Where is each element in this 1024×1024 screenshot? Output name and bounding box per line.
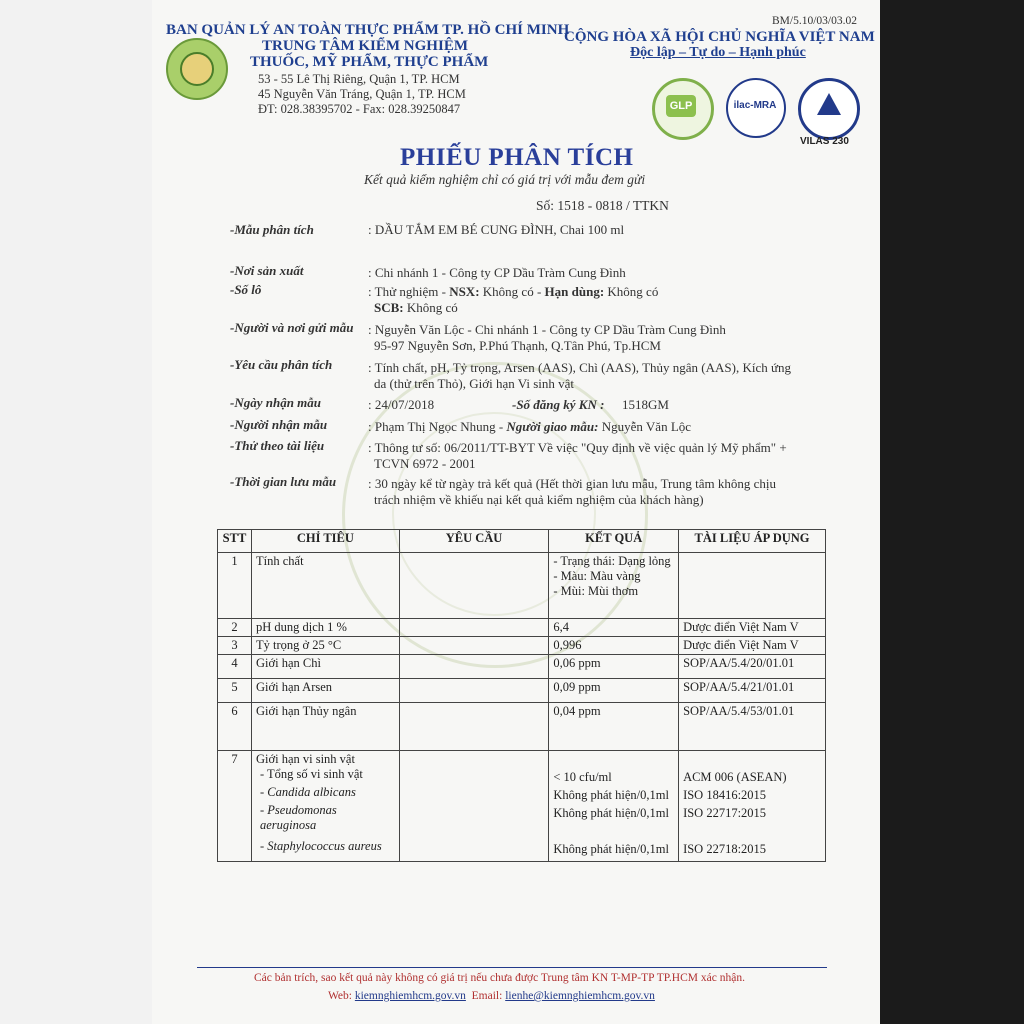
- sender-label: -Người và nơi gửi mẫu: [230, 320, 354, 335]
- header-criteria: CHỈ TIÊU: [251, 530, 399, 553]
- row-reference: SOP/AA/5.4/20/01.01: [679, 655, 826, 679]
- footer-divider: [197, 967, 827, 968]
- header-requirement: YÊU CẦU: [399, 530, 549, 553]
- sample-value: : DẦU TẮM EM BÉ CUNG ĐÌNH, Chai 100 ml: [368, 222, 625, 237]
- storage-value-line-1: : 30 ngày kể từ ngày trả kết quả (Hết thời gian lưu mẫu, Trung tâm không chịu: [368, 476, 777, 491]
- phone-fax-line: ĐT: 028.38395702 - Fax: 028.39250847: [258, 102, 461, 116]
- micro-item-name: - Pseudomonas aeruginosa: [259, 803, 337, 832]
- table-row: [218, 619, 826, 637]
- header-result: KẾT QUẢ: [549, 530, 679, 553]
- org-name-line-2: TRUNG TÂM KIỂM NGHIỆM: [262, 38, 468, 54]
- reference-value-line-1: : Thông tư số: 06/2011/TT-BYT Về việc "Quy định về việc quản lý Mỹ phẩm" +: [368, 440, 787, 455]
- email-link[interactable]: lienhe@kiemnghiemhcm.gov.vn: [505, 990, 655, 1002]
- address-line-1: 53 - 55 Lê Thị Riêng, Quận 1, TP. HCM: [258, 72, 460, 86]
- lot-value: : Thử nghiệm - NSX: Không có - Hạn dùng: Không có: [368, 284, 659, 299]
- row-stt: 4: [218, 655, 252, 679]
- results-table: [217, 529, 826, 862]
- micro-item-reference: ACM 006 (ASEAN): [683, 770, 787, 784]
- receiver-label: -Người nhận mẫu: [230, 417, 328, 432]
- glp-badge-icon: [652, 78, 714, 140]
- row-criteria: [251, 751, 399, 862]
- storage-value-line-2: trách nhiệm về khiếu nại kết quả kiểm nghiệm của khách hàng): [374, 492, 704, 507]
- micro-item-reference: ISO 18416:2015: [683, 788, 767, 802]
- micro-item-name: - Tổng số vi sinh vật: [259, 767, 363, 781]
- received-date-value: : 24/07/2018: [368, 397, 435, 412]
- vilas-number: VILAS 230: [800, 136, 849, 147]
- center-logo-icon: [166, 38, 228, 100]
- nsx-label: NSX:: [449, 284, 480, 299]
- row-requirement: [399, 655, 549, 679]
- header-stt: STT: [218, 530, 252, 553]
- request-value-line-2: da (thử trên Thỏ), Giới hạn Vi sinh vật: [374, 376, 575, 391]
- row-result: 0,996: [549, 637, 679, 655]
- producer-value: : Chi nhánh 1 - Công ty CP Dầu Tràm Cung Đình: [368, 265, 626, 280]
- analysis-report-document: [152, 0, 880, 1024]
- org-name-line-1: BAN QUẢN LÝ AN TOÀN THỰC PHẨM TP. HỒ CHÍ MINH: [166, 22, 570, 38]
- row-requirement: [399, 619, 549, 637]
- sample-label: -Mẫu phân tích: [230, 222, 314, 237]
- row-stt: 5: [218, 679, 252, 703]
- row-reference: Dược điển Việt Nam V: [679, 619, 826, 637]
- row-result: 0,06 ppm: [549, 655, 679, 679]
- deliverer-label: Người giao mẫu:: [506, 419, 599, 434]
- row-reference: SOP/AA/5.4/53/01.01: [679, 703, 826, 751]
- row-reference: SOP/AA/5.4/21/01.01: [679, 679, 826, 703]
- micro-item-name: - Candida albicans: [259, 785, 356, 799]
- footer-contacts: [328, 990, 655, 1002]
- footer-notice: Các bản trích, sao kết quả này không có giá trị nếu chưa được Trung tâm KN T-MP-TP TP.HCM xác nhận.: [254, 972, 745, 984]
- row-requirement: [399, 553, 549, 619]
- row-requirement: [399, 703, 549, 751]
- scb-label: SCB:: [374, 300, 404, 315]
- ilac-badge-icon: [726, 78, 786, 138]
- storage-label: -Thời gian lưu mẫu: [230, 474, 337, 489]
- nation-title: CỘNG HÒA XÃ HỘI CHỦ NGHĨA VIỆT NAM: [564, 29, 875, 45]
- deliverer-value: Nguyễn Văn Lộc: [598, 419, 692, 434]
- registration-number-value: 1518GM: [622, 397, 669, 412]
- lot-label: -Số lô: [230, 282, 262, 297]
- address-line-2: 45 Nguyễn Văn Tráng, Quận 1, TP. HCM: [258, 87, 466, 101]
- row-result: [549, 751, 679, 862]
- received-date-label: -Ngày nhận mẫu: [230, 395, 322, 410]
- request-value-line-1: : Tính chất, pH, Tỷ trọng, Arsen (AAS), Chì (AAS), Thủy ngân (AAS), Kích ứng: [368, 360, 792, 375]
- glp-label: GLP: [666, 95, 696, 117]
- ilac-label: ilac-MRA: [733, 100, 777, 111]
- row-reference: [679, 751, 826, 862]
- row-stt: 6: [218, 703, 252, 751]
- micro-item-result: < 10 cfu/ml: [553, 770, 612, 784]
- row-requirement: [399, 679, 549, 703]
- vilas-badge-icon: [798, 78, 860, 140]
- producer-label: -Nơi sản xuất: [230, 263, 304, 278]
- org-name-line-3: THUỐC, MỸ PHẨM, THỰC PHẨM: [250, 54, 489, 70]
- request-label: -Yêu cầu phân tích: [230, 357, 333, 372]
- sender-value-line-1: : Nguyễn Văn Lộc - Chi nhánh 1 - Công ty CP Dầu Tràm Cung Đình: [368, 322, 726, 337]
- hsd-label: Hạn dùng:: [544, 284, 605, 299]
- table-row: [218, 553, 826, 619]
- row-criteria: Tính chất: [251, 553, 399, 619]
- row-stt: 3: [218, 637, 252, 655]
- table-row: [218, 655, 826, 679]
- row-requirement: [399, 637, 549, 655]
- receiver-value: : Phạm Thị Ngọc Nhung - Người giao mẫu: Nguyễn Văn Lộc: [368, 419, 692, 434]
- row-criteria: Tỷ trọng ở 25 °C: [251, 637, 399, 655]
- email-label: Email:: [471, 990, 503, 1002]
- background-right: [880, 0, 1024, 1024]
- row-result: - Trạng thái: Dạng lỏng - Màu: Màu vàng - Mùi: Mùi thơm: [549, 553, 679, 619]
- micro-title: Giới hạn vi sinh vật: [255, 752, 355, 766]
- nation-motto: Độc lập – Tự do – Hạnh phúc: [630, 45, 806, 60]
- row-criteria: Giới hạn Thủy ngân: [251, 703, 399, 751]
- table-row: [218, 703, 826, 751]
- registration-number-label: -Số đăng ký KN :: [512, 397, 605, 412]
- table-row: [218, 679, 826, 703]
- micro-item-reference: ISO 22717:2015: [683, 806, 767, 820]
- row-result: 0,09 ppm: [549, 679, 679, 703]
- row-stt: 2: [218, 619, 252, 637]
- header-reference: TÀI LIỆU ÁP DỤNG: [679, 530, 826, 553]
- scb-line: [374, 300, 458, 316]
- row-stt: 1: [218, 553, 252, 619]
- table-row-microbiology: [218, 751, 826, 862]
- sender-value-line-2: 95-97 Nguyễn Sơn, P.Phú Thạnh, Q.Tân Phú, Tp.HCM: [374, 338, 661, 353]
- nsx-value: Không có -: [479, 284, 545, 299]
- document-title: PHIẾU PHÂN TÍCH: [400, 144, 634, 171]
- hsd-value: Không có: [604, 284, 659, 299]
- website-link[interactable]: kiemnghiemhcm.gov.vn: [354, 990, 466, 1002]
- form-code: BM/5.10/03/03.02: [772, 15, 857, 27]
- row-criteria: Giới hạn Chì: [251, 655, 399, 679]
- row-criteria: pH dung dịch 1 %: [251, 619, 399, 637]
- reference-value-line-2: TCVN 6972 - 2001: [374, 456, 476, 471]
- micro-item-result: Không phát hiện/0,1ml: [553, 842, 669, 856]
- row-stt: 7: [218, 751, 252, 862]
- web-label: Web:: [328, 990, 352, 1002]
- micro-item-result: Không phát hiện/0,1ml: [553, 788, 669, 802]
- row-requirement: [399, 751, 549, 862]
- micro-item-reference: ISO 22718:2015: [683, 842, 767, 856]
- row-reference: Dược điển Việt Nam V: [679, 637, 826, 655]
- scb-value: Không có: [403, 300, 458, 315]
- table-row: [218, 637, 826, 655]
- micro-item-result: Không phát hiện/0,1ml: [553, 806, 669, 820]
- row-result: 6,4: [549, 619, 679, 637]
- micro-item-name: - Staphylococcus aureus: [259, 839, 382, 853]
- row-reference: [679, 553, 826, 619]
- document-number: Số: 1518 - 0818 / TTKN: [536, 198, 669, 213]
- background-left: [0, 0, 152, 1024]
- table-header-row: [218, 530, 826, 553]
- row-criteria: Giới hạn Arsen: [251, 679, 399, 703]
- row-result: 0,04 ppm: [549, 703, 679, 751]
- reference-label: -Thử theo tài liệu: [230, 438, 325, 453]
- document-subtitle: Kết quả kiểm nghiệm chỉ có giá trị với mẫu đem gửi: [364, 172, 646, 187]
